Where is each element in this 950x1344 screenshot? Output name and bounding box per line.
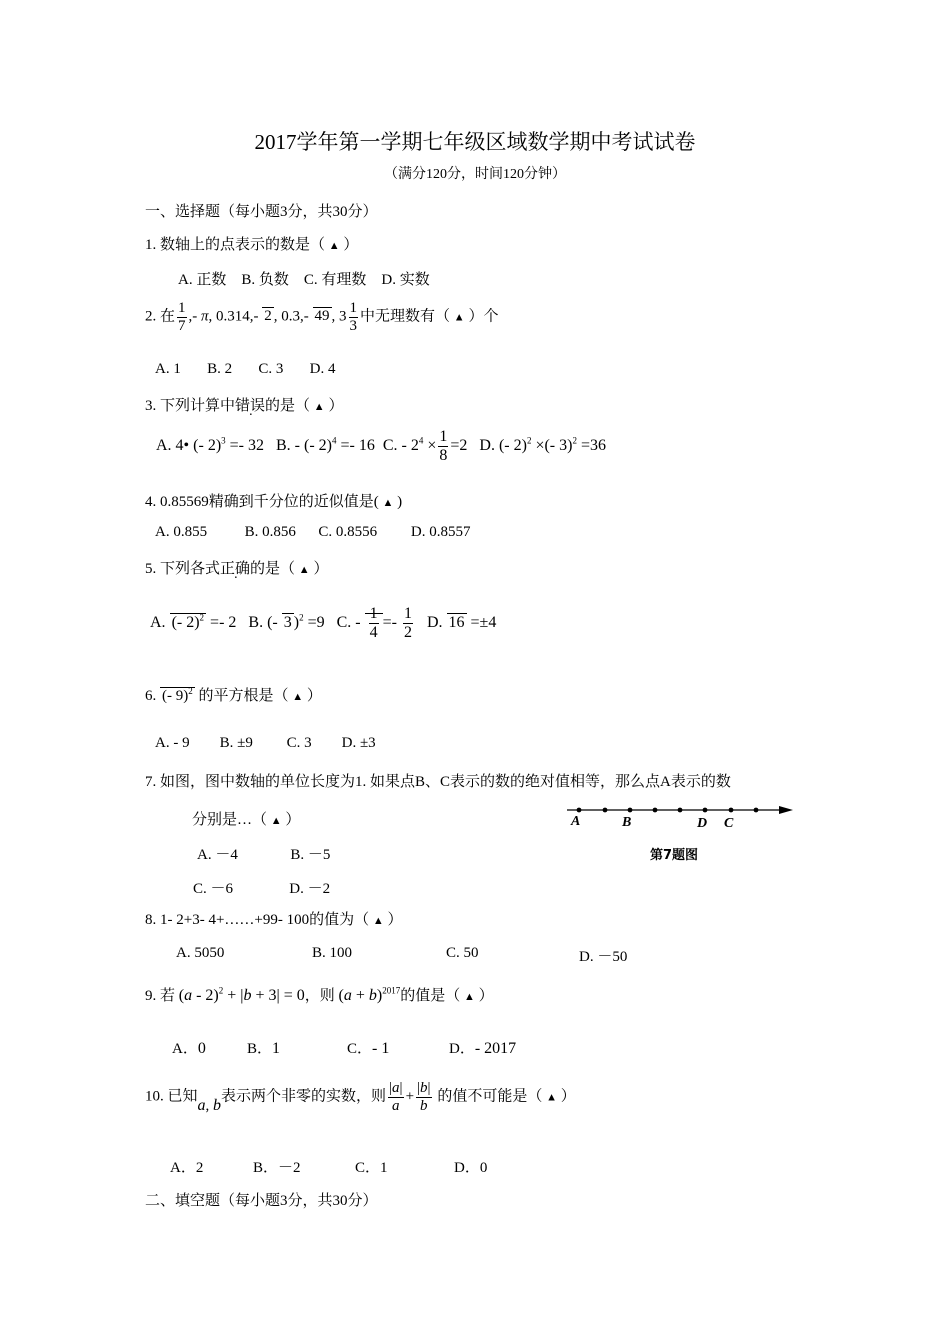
question-3: 3. 下列计算中错误的是（ ▲ ）: [145, 398, 344, 414]
question-7-options-row1: A. －4 B. －5: [197, 847, 331, 863]
question-1-options: [178, 268, 430, 289]
question-4-options: A. 0.855 B. 0.856 C. 0.8556 D. 0.8557: [155, 524, 471, 540]
section-2-heading: 二、填空题（每小题3分，共30分）: [145, 1193, 378, 1209]
option-b: B. 负数: [241, 272, 289, 288]
option-c: C. 有理数: [303, 272, 367, 288]
option-a: A. 正数: [178, 272, 227, 288]
option-d: D. 实数: [381, 272, 430, 288]
question-7-options-row2: C. －6 D. －2: [193, 881, 331, 897]
question-6: 6. (- 9)$^2$ 的平方根是（ ▲ ）: [145, 686, 322, 704]
question-3-options: A. 4• (- 2)$^3$ =- 32 B. - (- 2)$^4$ =- 16 C. - $2^4$ × $\frac{1}{8}$ =2 D. (- 2)$^2$ ×(- 3)$^2$ =36: [156, 428, 606, 464]
page-title: 2017学年第一学期七年级区域数学期中考试试卷: [254, 130, 696, 154]
question-4: 4. 0.85569精确到千分位的近似值是( ▲ ): [145, 494, 403, 510]
label-b: B: [622, 815, 632, 830]
label-a: A: [571, 814, 581, 829]
number-line-figure: [565, 800, 795, 834]
figure-caption: 第7题图: [650, 848, 699, 863]
question-2: 2. 在 $\frac{1}{7}$ ,- π, 0.314,- 2 , 0.3,- 49 , 3 $\frac{1}{3}$ 中无理数有（ ▲ ）个: [145, 300, 499, 334]
question-9: 9. 若 (a - 2)$^2$ + |b + 3| = 0，则 $(a + b)^{2017}$的值是（ ▲ ）: [145, 985, 494, 1004]
question-10: 10. 已知a, b表示两个非零的实数，则 $\frac{|a|}{a}$ + $\frac{|b|}{b}$ 的值不可能是（ ▲ ）: [145, 1080, 576, 1115]
question-7-stem-2: 分别是…（ ▲ ）: [192, 812, 301, 828]
section-1-heading: 一、选择题（每小题3分，共30分）: [145, 204, 378, 220]
page-subtitle: （满分120分，时间120分钟）: [384, 167, 566, 182]
label-d: D: [697, 816, 708, 831]
question-5: 5. 下列各式正确的是（ ▲ ）: [145, 561, 329, 577]
question-1: 1. 数轴上的点表示的数是（ ▲ ）: [145, 237, 359, 253]
question-8: 8. 1- 2+3- 4+……+99- 100的值为（ ▲ ）: [145, 912, 403, 928]
label-c: C: [724, 816, 734, 831]
question-7: 7. 如图，图中数轴的单位长度为1. 如果点B、C表示的数的绝对值相等，那么点A表示的数: [145, 774, 731, 790]
question-6-options: A. - 9 B. ±9 C. 3 D. ±3: [155, 735, 376, 751]
question-2-options: A. 1 B. 2 C. 3 D. 4: [155, 361, 336, 377]
question-5-options: A. (- 2)$^2$ =- 2 B. (- 3 )$^2$ =9 C. - $\frac{1}{4}$ =- $\frac{1}{2}$ D. 16 =±4: [150, 605, 497, 641]
